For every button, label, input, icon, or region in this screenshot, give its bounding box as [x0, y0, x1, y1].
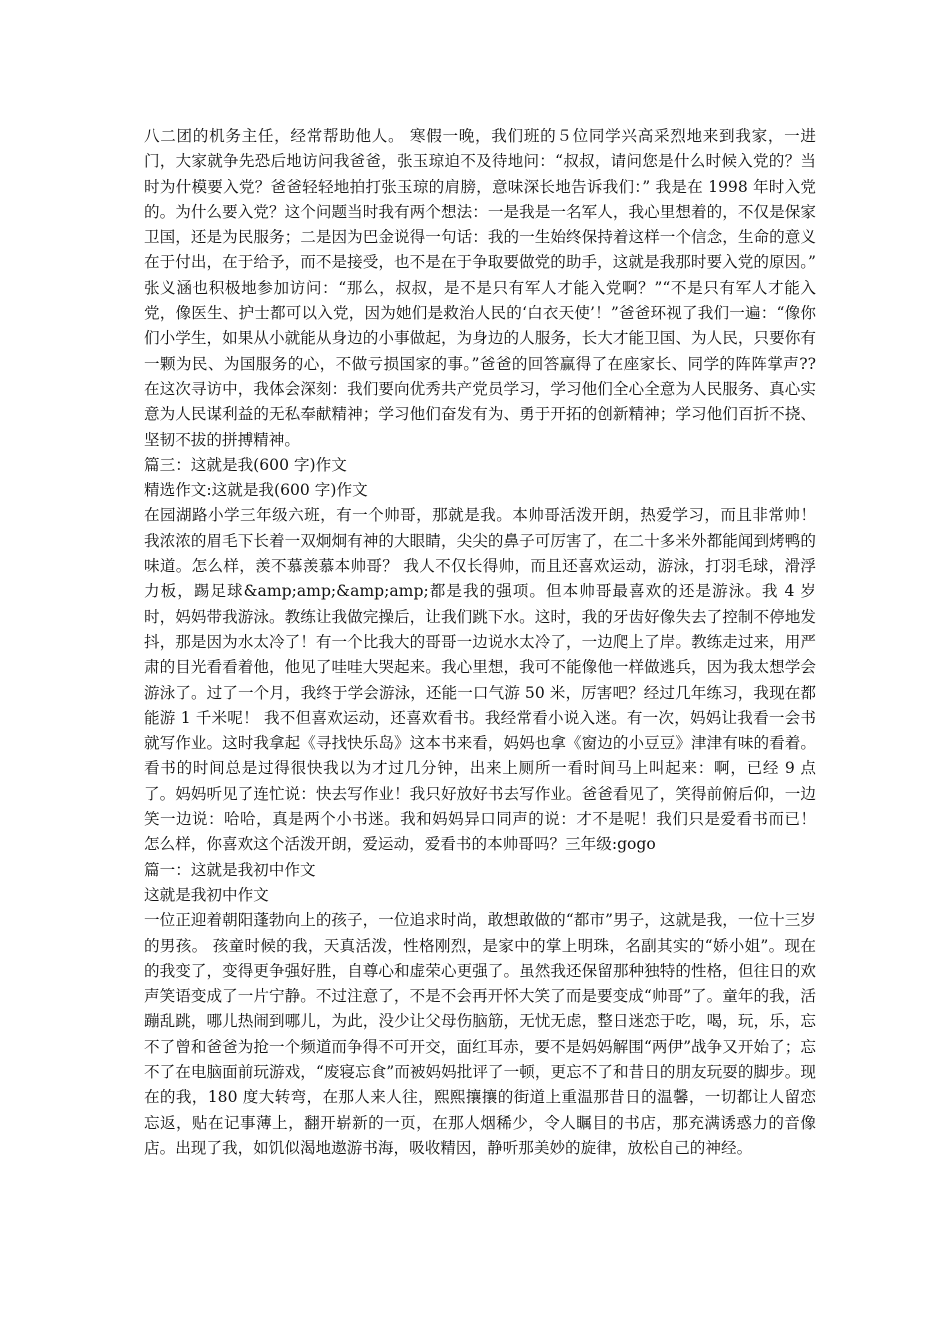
paragraph-part1-body: 一位正迎着朝阳蓬勃向上的孩子，一位追求时尚，敢想敢做的“都市”男子，这就是我，一位十三岁的男孩。 孩童时候的我，天真活泼，性格刚烈，是家中的掌上明珠，名副其实的“娇小姐”。现在的我变了，变得更争强好胜，自尊心和虚荣心更强了。虽然我还保留那种独特的性格，但往日的欢声笑语变成了一片宁静。不过注意了，不是不会再开怀大笑了而是要变成“帅哥”了。童年的我，活蹦乱跳，哪儿热闹到哪儿，为此，没少让父母伤脑筋，无忧无虑，整日迷恋于吃，喝，玩，乐，忘不了曾和爸爸为抢一个频道而争得不可开交，面红耳赤，要不是妈妈解围“两伊”战争又开始了；忘不了在电脑面前玩游戏，“废寝忘食”而被妈妈批评了一顿，更忘不了和昔日的朋友玩耍的脚步。现在的我，180 度大转弯，在那人来人往，熙熙攘攘的街道上重温那昔日的温馨，一切都让人留恋忘返，贴在记事薄上，翻开崭新的一页，在那人烟稀少，令人瞩目的书店，那充满诱惑力的音像店。出现了我，如饥似渴地遨游书海，吸收精因，静听那美妙的旋律，放松自己的神经。 — [144, 911, 816, 1157]
section-heading-part1: 篇一：这就是我初中作文 — [144, 860, 316, 879]
essay-title-part3: 精选作文:这就是我(600 字)作文 — [144, 481, 368, 500]
document-page — [144, 124, 816, 1161]
essay-title-part1: 这就是我初中作文 — [144, 885, 269, 904]
section-heading-part3: 篇三：这就是我(600 字)作文 — [144, 455, 347, 474]
paragraph-interview: 八二团的机务主任，经常帮助他人。 寒假一晚，我们班的５位同学兴高采烈地来到我家，一进门，大家就争先恐后地访问我爸爸，张玉琼迫不及待地问：“叔叔，请问您是什么时候入党的？当时为什模要入党？爸爸轻轻地拍打张玉琼的肩膀，意味深长地告诉我们：” 我是在 1998 年时入党的。为什么要入党？这个问题当时我有两个想法：一是我是一名军人，我心里想着的，不仅是保家卫国，还是为民服务；二是因为巴金说得一句话：我的一生始终保持着这样一个信念，生命的意义在于付出，在于给予，而不是接受，也不是在于争取要做党的助手，这就是我那时要入党的原因。” 张义涵也积极地参加访问：“那么，叔叔，是不是只有军人才能入党啊？”“不是只有军人才能入党，像医生、护士都可以入党，因为她们是救治人民的‘白衣天使’！”爸爸环视了我们一遍：“像你们小学生，如果从小就能从身边的小事做起，为身边的人服务，长大才能卫国、为人民，只要你有一颗为民、为国服务的心，不做亏损国家的事。”爸爸的回答赢得了在座家长、同学的阵阵掌声?? 在这次寻访中，我体会深刻：我们要向优秀共产党员学习，学习他们全心全意为人民服务、真心实意为人民谋利益的无私奉献精神；学习他们奋发有为、勇于开拓的创新精神；学习他们百折不挠、坚韧不拔的拼搏精神。 — [144, 127, 816, 449]
paragraph-part3-body: 在园湖路小学三年级六班，有一个帅哥，那就是我。本帅哥活泼开朗，热爱学习，而且非常帅！ 我浓浓的眉毛下长着一双炯炯有神的大眼睛，尖尖的鼻子可厉害了，在二十多米外都能闻到烤鸭的味道。怎么样，羡不慕羡慕本帅哥？ 我人不仅长得帅，而且还喜欢运动，游泳，打羽毛球，滑浮力板，踢足球&amp;amp;&amp;amp;都是我的强项。但本帅哥最喜欢的还是游泳。我 4 岁时，妈妈带我游泳。教练让我做完操后，让我们跳下水。这时，我的牙齿好像失去了控制不停地发抖，那是因为水太冷了！有一个比我大的哥哥一边说水太冷了，一边爬上了岸。教练走过来，用严肃的目光看看着他，他见了哇哇大哭起来。我心里想，我可不能像他一样做逃兵，因为我太想学会游泳了。过了一个月，我终于学会游泳，还能一口气游 50 米，厉害吧？经过几年练习，我现在都能游 1 千米呢！ 我不但喜欢运动，还喜欢看书。我经常看小说入迷。有一次，妈妈让我看一会书就写作业。这时我拿起《寻找快乐岛》这本书来看，妈妈也拿《窗边的小豆豆》津津有味的看着。看书的时间总是过得很快我以为才过几分钟，出来上厕所一看时间马上叫起来：啊，已经 9 点了。妈妈听见了连忙说：快去写作业！我只好放好书去写作业。爸爸看见了，笑得前俯后仰，一边笑一边说：哈哈，真是两个小书迷。我和妈妈异口同声的说：才不是呢！我们只是爱看书而已！ 怎么样，你喜欢这个活泼开朗，爱运动，爱看书的本帅哥吗？三年级:gogo — [144, 506, 816, 854]
